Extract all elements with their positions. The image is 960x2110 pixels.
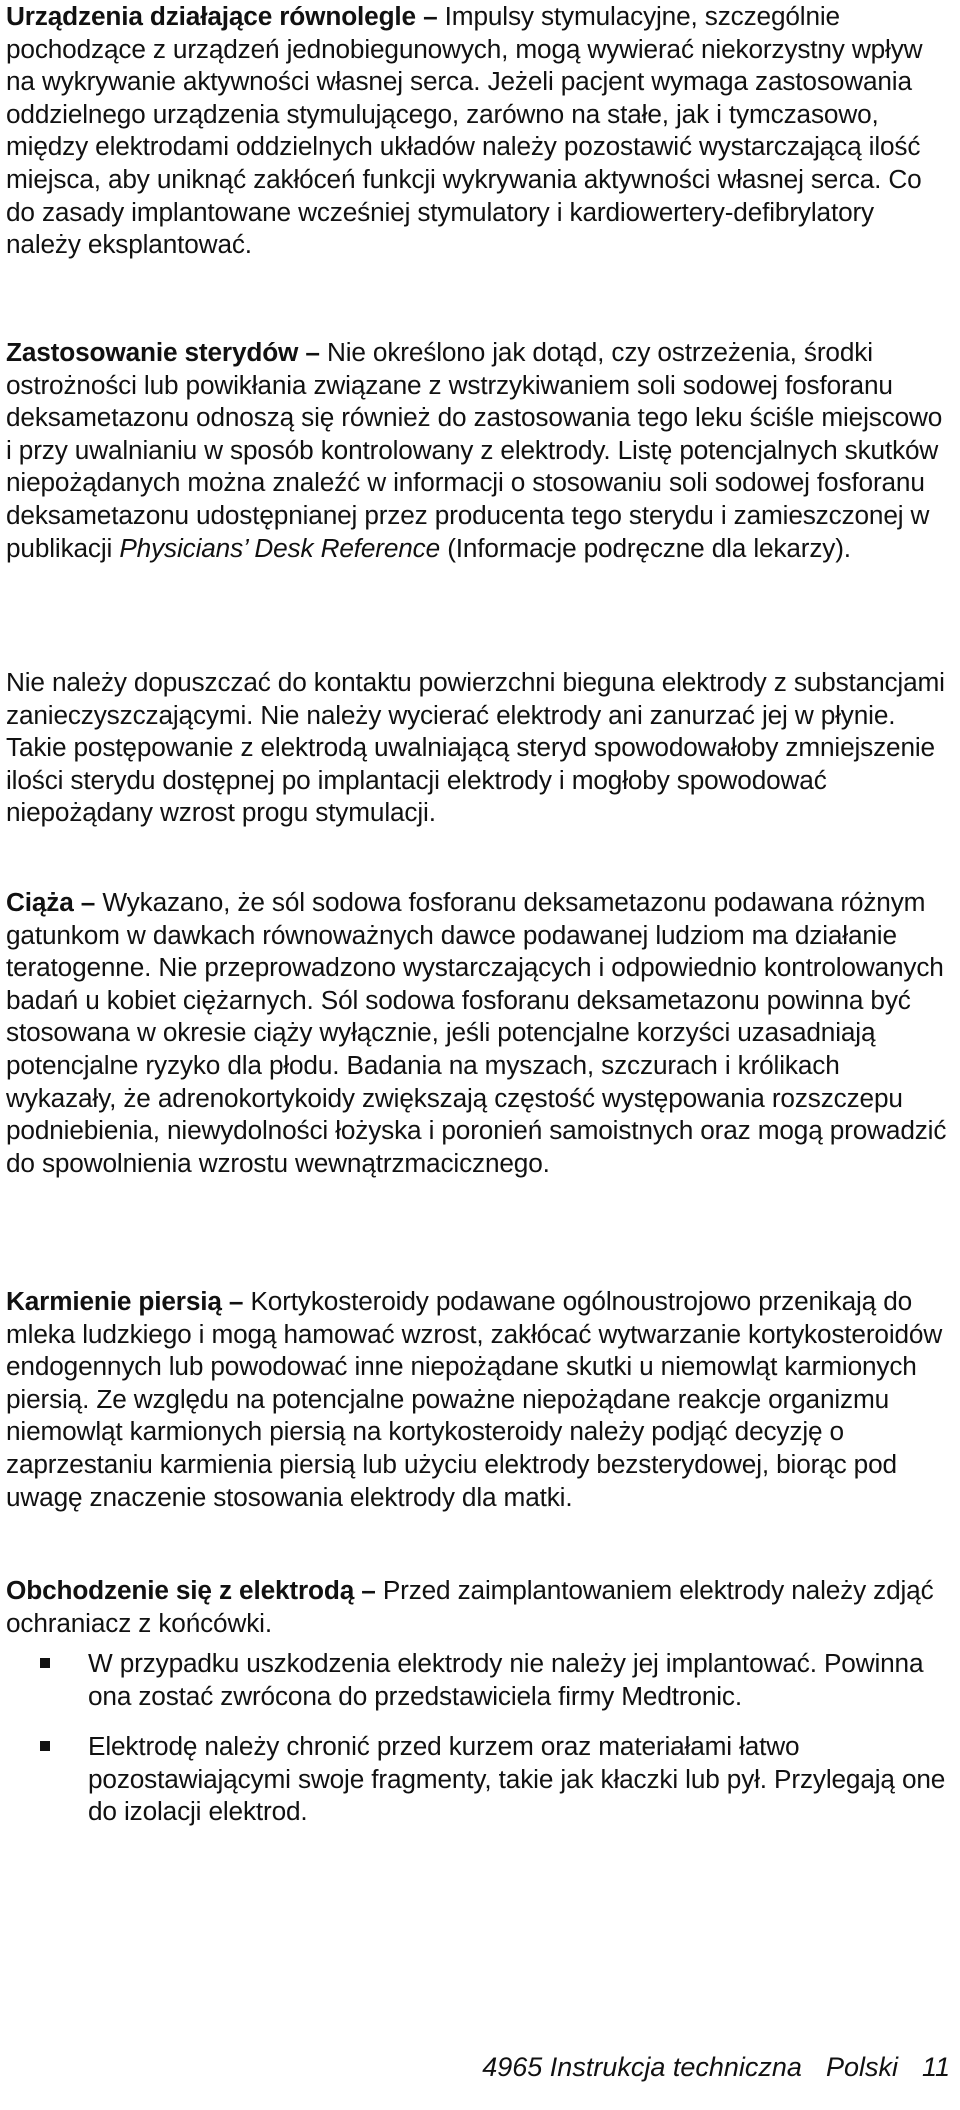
paragraph-lead-handling: [6, 1574, 950, 1639]
square-bullet-icon: [40, 1658, 50, 1668]
list-item: [6, 1647, 950, 1712]
footer-doc-title: 4965 Instrukcja techniczna: [482, 2052, 802, 2082]
footer-page-number: 11: [921, 2052, 950, 2082]
footer-language: Polski: [825, 2052, 898, 2082]
publication-title: Physicians’ Desk Reference: [119, 532, 441, 563]
list-item: [6, 1730, 950, 1828]
text-steroid-use-end: (Informacje podręczne dla lekarzy).: [447, 532, 851, 563]
paragraph-steroid-use: [6, 336, 950, 564]
handling-bullet-list: [6, 1647, 950, 1846]
paragraph-nursing: [6, 1285, 950, 1513]
text-electrode-contact: Nie należy dopuszczać do kontaktu powierzchni bieguna elektrody z substancjami zanieczyszczającymi. Nie należy wycierać elektrody ani zanurzać jej w płynie. Takie postępowanie z elektrodą uwalniającą steryd spowodowałoby zmniejszenie ilości sterydu dostępnej po implantacji elektrody i mogłoby spowodować niepożądany wzrost progu stymulacji.: [6, 667, 945, 828]
heading-steroid-use: Zastosowanie sterydów –: [6, 337, 320, 367]
text-lead-handling: Przed zaimplantowaniem elektrody należy zdjąć ochraniacz z końcówki.: [6, 1575, 934, 1638]
heading-pregnancy: Ciąża –: [6, 887, 96, 917]
text-steroid-use: Nie określono jak dotąd, czy ostrzeżenia, środki ostrożności lub powikłania związane z wstrzykiwaniem soli sodowej fosforanu deksametazonu odnoszą się również do zastosowania tego leku ściśle miejscowo i przy uwalnianiu w sposób kontrolowany z elektrody. Listę potencjalnych skutków niepożądanych można znaleźć w informacji o stosowaniu soli sodowej fosforanu deksametazonu udostępnianej przez producenta tego sterydu i zamieszczonej w publikacji: [6, 337, 943, 563]
text-concurrent-devices: Impulsy stymulacyjne, szczególnie pochodzące z urządzeń jednobiegunowych, mogą wywierać niekorzystny wpływ na wykrywanie aktywności własnej serca. Jeżeli pacjent wymaga zastosowania oddzielnego urządzenia stymulującego, zarówno na stałe, jak i tymczasowo, między elektrodami oddzielnych układów należy pozostawić wystarczającą ilość miejsca, aby uniknąć zakłóceń funkcji wykrywania aktywności własnej serca. Co do zasady implantowane wcześniej stymulatory i kardiowertery-defibrylatory należy eksplantować.: [6, 1, 923, 260]
bullet-text: Elektrodę należy chronić przed kurzem oraz materiałami łatwo pozostawiającymi swoje fragmenty, takie jak kłaczki lub pył. Przylegają one do izolacji elektrod.: [88, 1731, 946, 1827]
heading-lead-handling: Obchodzenie się z elektrodą –: [6, 1575, 376, 1605]
bullet-text: W przypadku uszkodzenia elektrody nie należy jej implantować. Powinna ona zostać zwrócona do przedstawiciela firmy Medtronic.: [88, 1648, 924, 1711]
paragraph-electrode-contact: [6, 666, 950, 829]
page-footer: [482, 2052, 950, 2083]
paragraph-pregnancy: [6, 886, 950, 1179]
paragraph-concurrent-devices: [6, 0, 950, 261]
text-pregnancy: Wykazano, że sól sodowa fosforanu deksametazonu podawana różnym gatunkom w dawkach równoważnych dawce podawanej ludziom ma działanie teratogenne. Nie przeprowadzono wystarczających i odpowiednio kontrolowanych badań u kobiet ciężarnych. Sól sodowa fosforanu deksametazonu powinna być stosowana w okresie ciąży wyłącznie, jeśli potencjalne korzyści uzasadniają potencjalne ryzyko dla płodu. Badania na myszach, szczurach i królikach wykazały, że adrenokortykoidy zwiększają częstość występowania rozszczepu podniebienia, niewydolności łożyska i poronień samoistnych oraz mogą prowadzić do spowolnienia wzrostu wewnątrzmacicznego.: [6, 887, 947, 1178]
heading-nursing: Karmienie piersią –: [6, 1286, 244, 1316]
heading-concurrent-devices: Urządzenia działające równolegle –: [6, 1, 438, 31]
text-nursing: Kortykosteroidy podawane ogólnoustrojowo przenikają do mleka ludzkiego i mogą hamować wzrost, zakłócać wytwarzanie kortykosteroidów endogennych lub powodować inne niepożądane skutki u niemowląt karmionych piersią. Ze względu na potencjalne poważne niepożądane reakcje organizmu niemowląt karmionych piersią na kortykosteroidy należy podjąć decyzję o zaprzestaniu karmienia piersią lub użyciu elektrody bezsterydowej, biorąc pod uwagę znaczenie stosowania elektrody dla matki.: [6, 1286, 943, 1512]
square-bullet-icon: [40, 1741, 50, 1751]
